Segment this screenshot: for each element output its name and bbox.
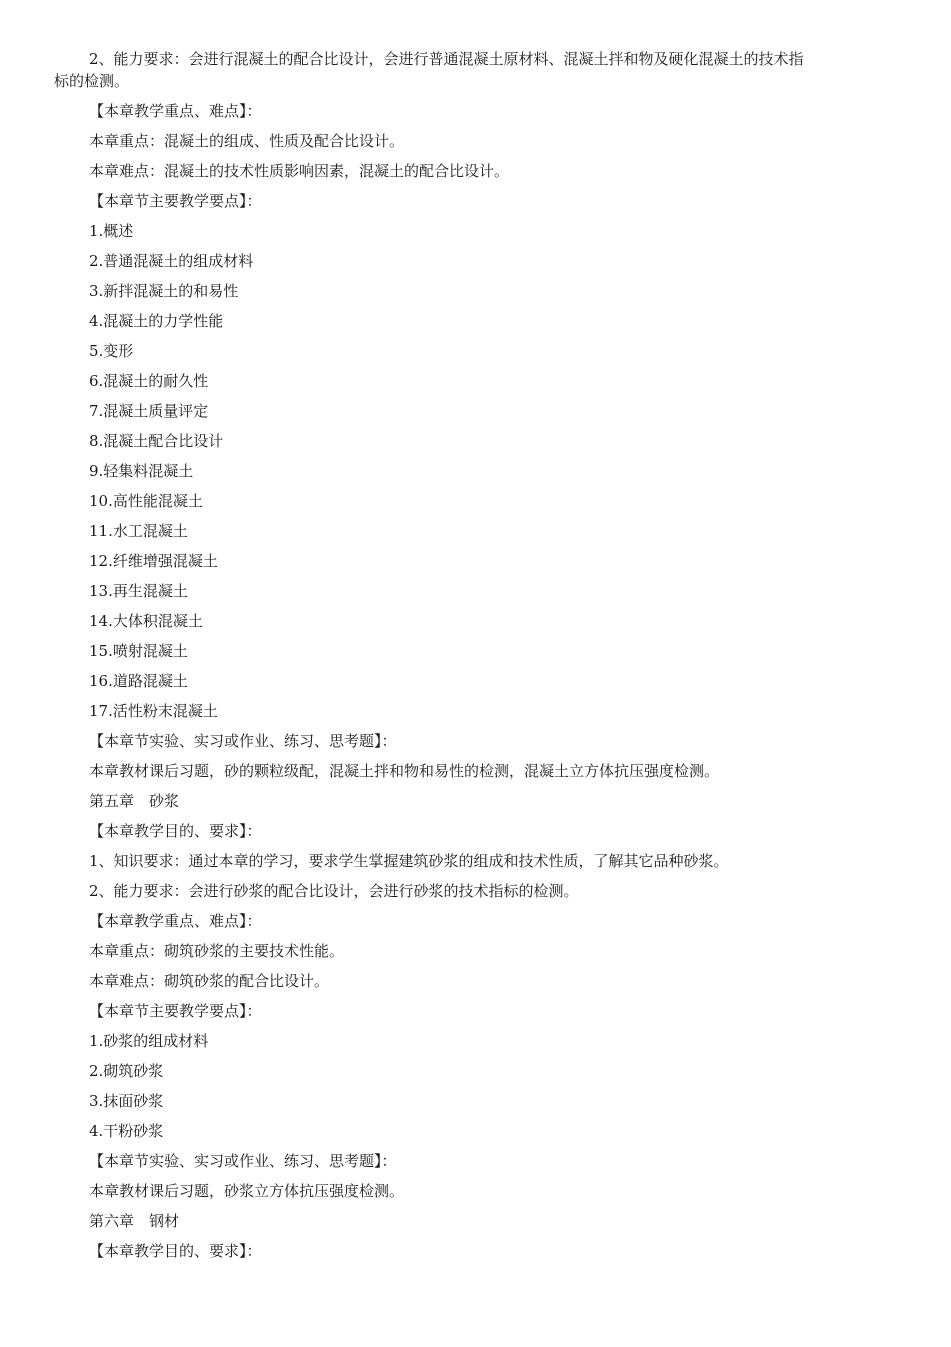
list-item: 4.干粉砂浆	[89, 1122, 164, 1140]
paragraph: 1、知识要求：通过本章的学习，要求学生掌握建筑砂浆的组成和技术性质，了解其它品种砂浆。	[89, 852, 729, 870]
list-item: 6.混凝土的耐久性	[89, 372, 209, 390]
list-item: 14.大体积混凝土	[89, 612, 203, 630]
list-item: 11.水工混凝土	[89, 522, 188, 540]
list-item: 12.纤维增强混凝土	[89, 552, 218, 570]
section-heading: 【本章教学重点、难点】：	[89, 912, 262, 930]
paragraph: 本章教材课后习题，砂浆立方体抗压强度检测。	[89, 1182, 405, 1200]
section-heading: 【本章教学重点、难点】：	[89, 102, 262, 120]
paragraph: 本章教材课后习题，砂的颗粒级配，混凝土拌和物和易性的检测，混凝土立方体抗压强度检测。	[89, 762, 720, 780]
paragraph: 2、能力要求：会进行砂浆的配合比设计，会进行砂浆的技术指标的检测。	[89, 882, 579, 900]
list-item: 17.活性粉末混凝土	[89, 702, 218, 720]
list-item: 3.抹面砂浆	[89, 1092, 164, 1110]
list-item: 16.道路混凝土	[89, 672, 188, 690]
list-item: 10.高性能混凝土	[89, 492, 203, 510]
paragraph-ability-requirement-line-2: 标的检测。	[54, 72, 130, 90]
document-body	[54, 48, 894, 1270]
paragraph: 本章重点：混凝土的组成、性质及配合比设计。	[89, 132, 405, 150]
paragraph: 本章难点：砌筑砂浆的配合比设计。	[89, 972, 330, 990]
section-heading: 【本章节实验、实习或作业、练习、思考题】：	[89, 1152, 397, 1170]
list-item: 4.混凝土的力学性能	[89, 312, 224, 330]
paragraph-ability-requirement-line-1: 2、能力要求：会进行混凝土的配合比设计，会进行普通混凝土原材料、混凝土拌和物及硬化混凝土的技术指	[89, 50, 804, 68]
list-item: 2.普通混凝土的组成材料	[89, 252, 254, 270]
list-item: 1.砂浆的组成材料	[89, 1032, 209, 1050]
list-item: 5.变形	[89, 342, 134, 360]
section-heading: 【本章节主要教学要点】：	[89, 192, 262, 210]
list-item: 15.喷射混凝土	[89, 642, 188, 660]
list-item: 7.混凝土质量评定	[89, 402, 209, 420]
section-heading: 【本章节主要教学要点】：	[89, 1002, 262, 1020]
chapter-title: 第五章 砂浆	[89, 792, 180, 810]
section-heading: 【本章教学目的、要求】：	[89, 1242, 262, 1260]
list-item: 1.概述	[89, 222, 134, 240]
list-item: 9.轻集料混凝土	[89, 462, 194, 480]
list-item: 3.新拌混凝土的和易性	[89, 282, 239, 300]
list-item: 8.混凝土配合比设计	[89, 432, 224, 450]
section-heading: 【本章教学目的、要求】：	[89, 822, 262, 840]
chapter-title: 第六章 钢材	[89, 1212, 180, 1230]
list-item: 13.再生混凝土	[89, 582, 188, 600]
section-heading: 【本章节实验、实习或作业、练习、思考题】：	[89, 732, 397, 750]
paragraph: 本章重点：砌筑砂浆的主要技术性能。	[89, 942, 345, 960]
list-item: 2.砌筑砂浆	[89, 1062, 164, 1080]
paragraph: 本章难点：混凝土的技术性质影响因素，混凝土的配合比设计。	[89, 162, 510, 180]
